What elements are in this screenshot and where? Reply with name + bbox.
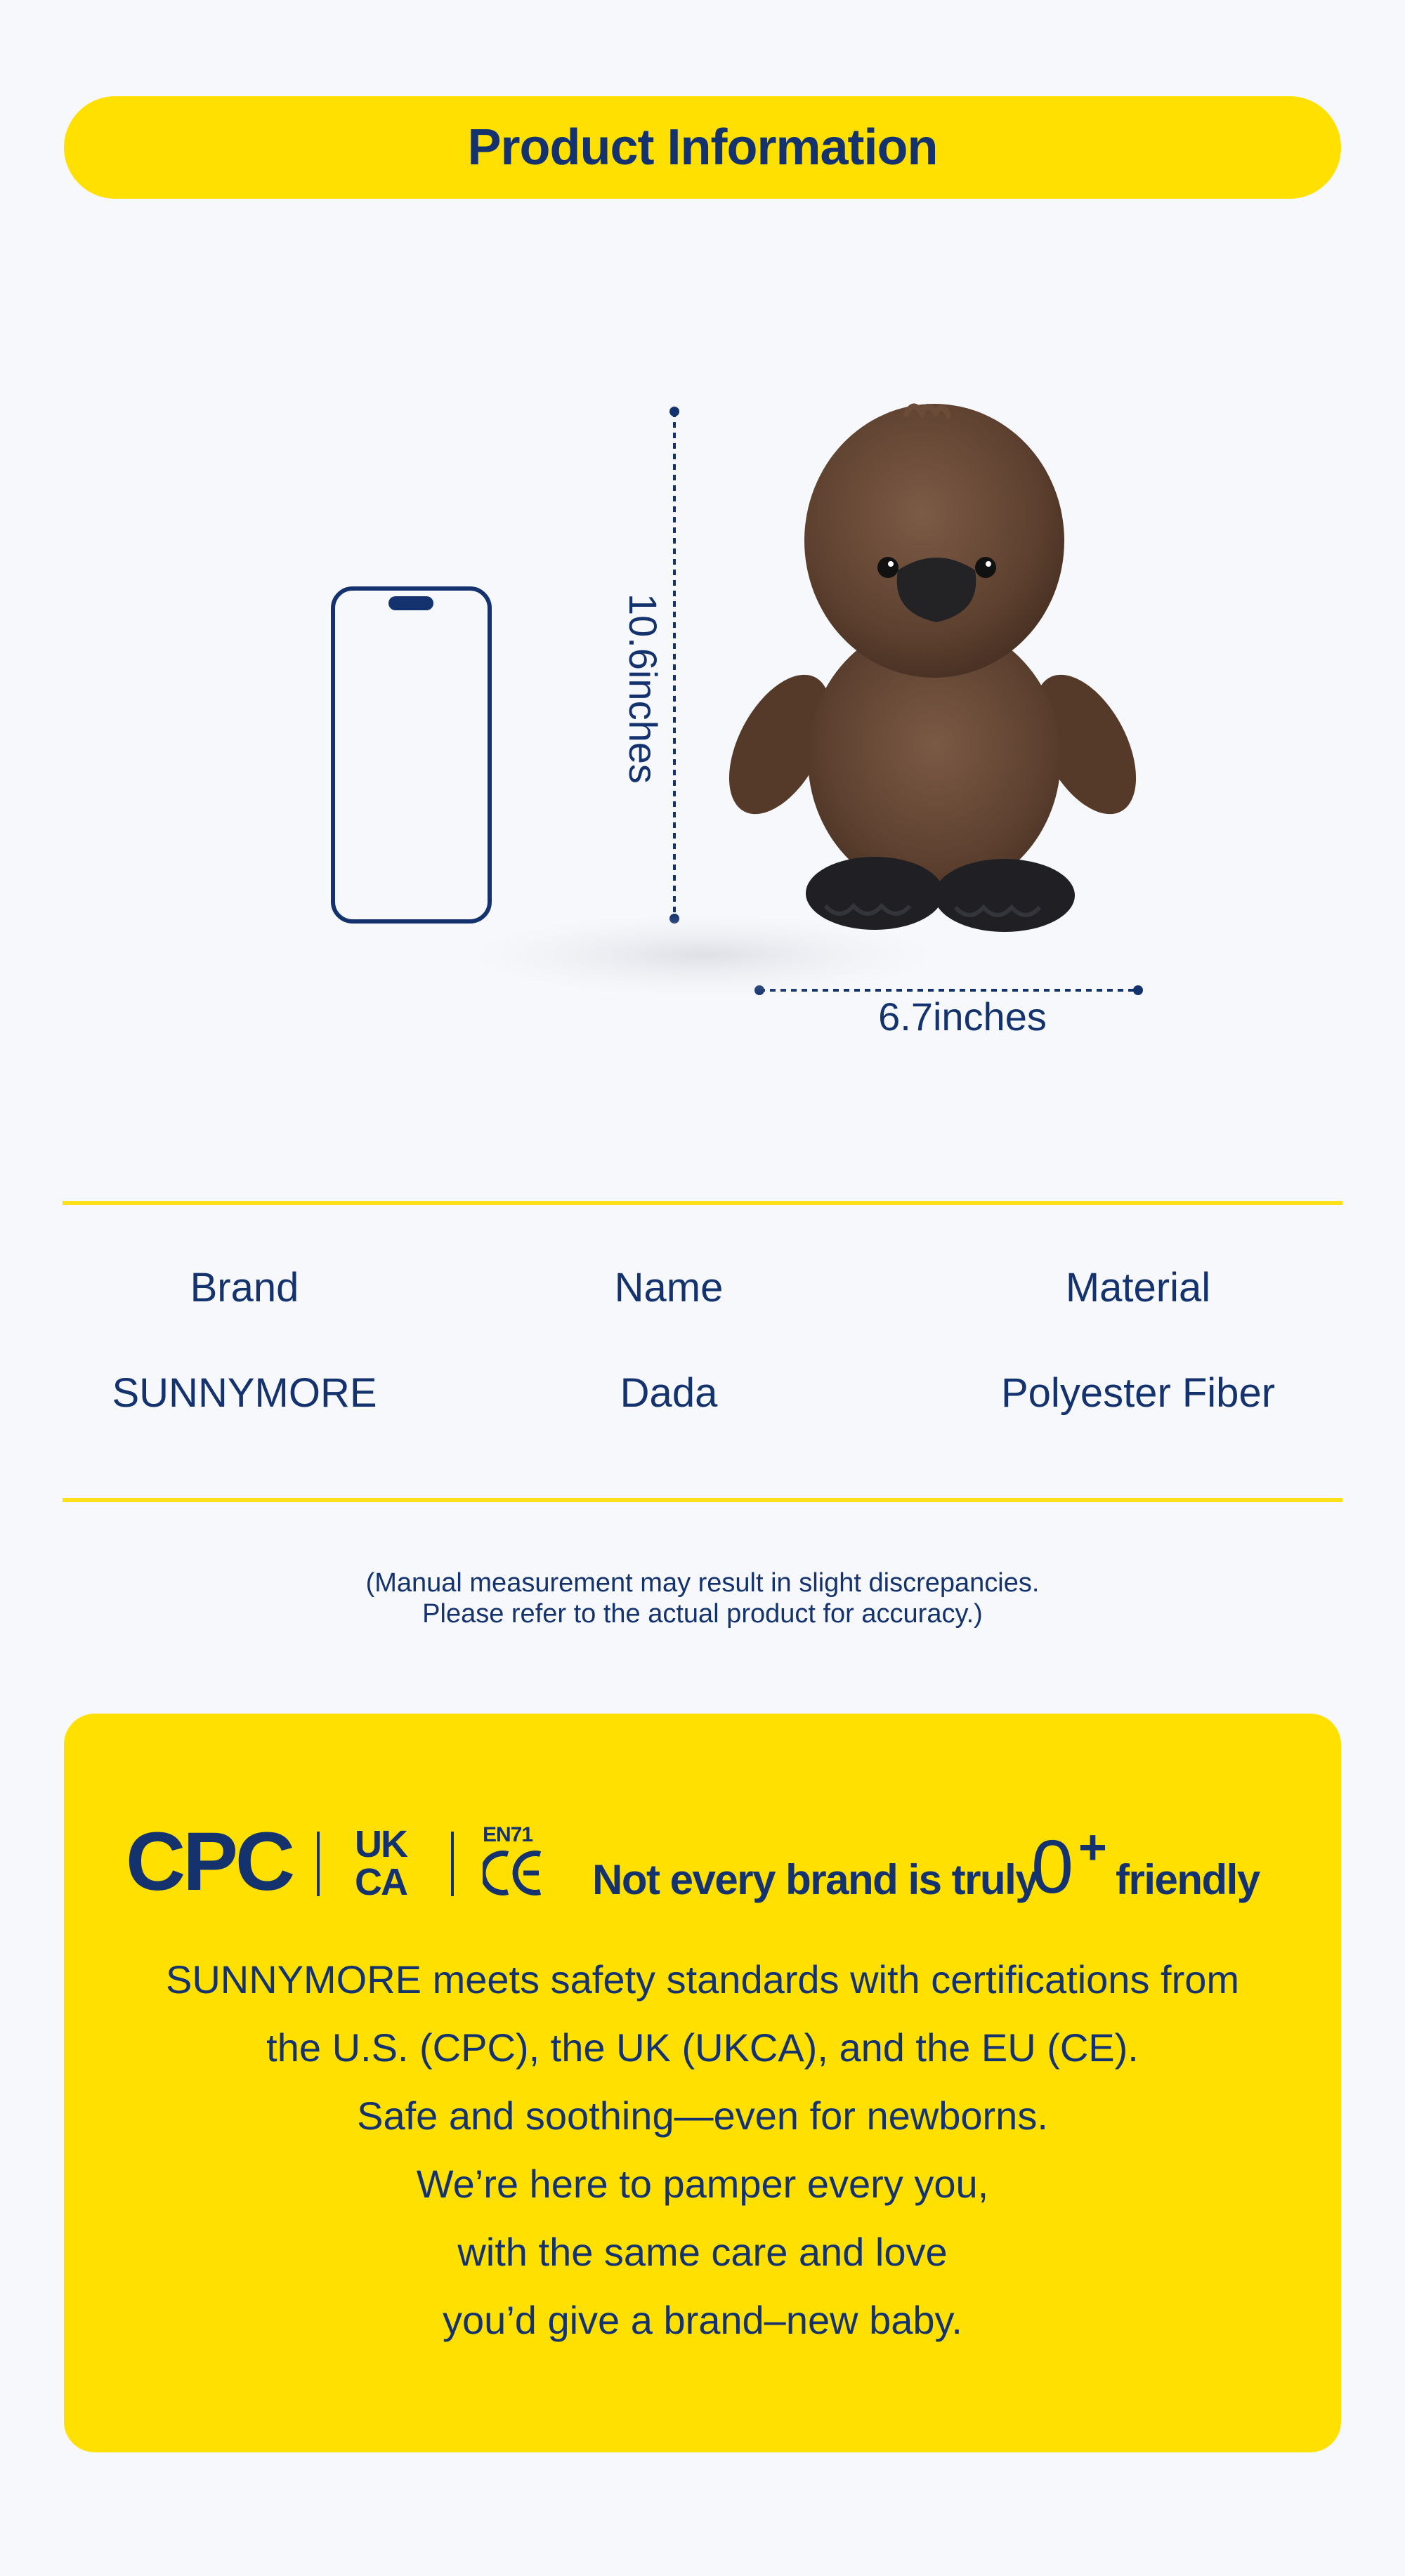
size-illustration bbox=[0, 365, 1405, 1103]
ukca-bottom-text: CA bbox=[355, 1861, 407, 1900]
page-title: Product Information bbox=[467, 119, 938, 176]
spec-material-value: Polyester Fiber bbox=[1000, 1370, 1276, 1416]
height-measurement-label: 10.6inches bbox=[621, 593, 665, 784]
description-line: with the same care and love bbox=[457, 2230, 948, 2274]
disclaimer-line-2: Please refer to the actual product for accuracy.) bbox=[422, 1599, 983, 1629]
product-information-banner bbox=[64, 96, 1341, 199]
cpc-logo: CPC bbox=[126, 1815, 293, 1908]
tagline-plus: + bbox=[1078, 1820, 1107, 1874]
en71-label: EN71 bbox=[483, 1823, 533, 1846]
certification-logos-row bbox=[64, 1805, 1341, 1917]
ukca-logo bbox=[352, 1823, 429, 1900]
certification-card bbox=[64, 1714, 1341, 2452]
spec-name-label: Name bbox=[614, 1265, 724, 1310]
phone-outline-icon bbox=[333, 589, 490, 921]
ukca-top-text: UK bbox=[355, 1823, 407, 1865]
width-measurement-label: 6.7inches bbox=[878, 994, 1047, 1039]
tagline-zero: 0 bbox=[1031, 1824, 1074, 1909]
height-dimension-line bbox=[669, 407, 679, 924]
tagline-prefix: Not every brand is truly bbox=[592, 1856, 1038, 1903]
specs-divider-top bbox=[63, 1201, 1342, 1205]
disclaimer-line-1: (Manual measurement may result in slight discrepancies. bbox=[365, 1568, 1040, 1598]
description-line: We’re here to pamper every you, bbox=[416, 2162, 989, 2206]
spec-name-value: Dada bbox=[620, 1370, 718, 1416]
spec-brand-value: SUNNYMORE bbox=[112, 1370, 377, 1416]
description-line: Safe and soothing—even for newborns. bbox=[357, 2094, 1048, 2138]
spec-brand-label: Brand bbox=[190, 1265, 299, 1310]
tagline-suffix: friendly bbox=[1116, 1856, 1260, 1903]
ce-en71-logo bbox=[483, 1823, 546, 1900]
description-line: SUNNYMORE meets safety standards with certifications from bbox=[165, 1957, 1240, 2002]
description-line: the U.S. (CPC), the UK (UKCA), and the EU (CE). bbox=[266, 2025, 1139, 2070]
description-line: you’d give a brand–new baby. bbox=[443, 2298, 962, 2342]
spec-material-label: Material bbox=[1065, 1265, 1211, 1310]
product-image bbox=[708, 404, 1157, 932]
measurement-disclaimer bbox=[0, 1568, 1405, 1629]
ce-mark-icon bbox=[483, 1848, 546, 1898]
logo-separator bbox=[451, 1832, 454, 1896]
specs-divider-bottom bbox=[63, 1498, 1342, 1502]
logo-separator bbox=[317, 1832, 320, 1896]
certification-description bbox=[64, 1945, 1341, 2354]
